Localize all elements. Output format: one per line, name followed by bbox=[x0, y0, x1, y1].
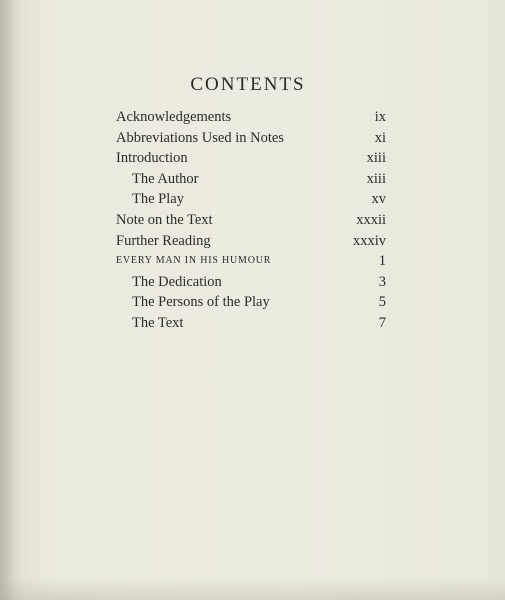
toc-entry-page: xv bbox=[371, 191, 386, 208]
toc-entry-label: Note on the Text bbox=[116, 211, 213, 228]
toc-entry-label: The Author bbox=[132, 170, 199, 187]
toc-entry-page: ix bbox=[374, 109, 386, 125]
page-bottom-shadow bbox=[0, 578, 505, 600]
toc-entry-label: The Play bbox=[132, 191, 184, 208]
toc-entry-page: 1 bbox=[378, 253, 386, 270]
toc-entry-label: Further Reading bbox=[116, 232, 211, 249]
toc-entry-label: EVERY MAN IN HIS HUMOUR bbox=[116, 255, 272, 267]
toc-entry-label: The Text bbox=[132, 314, 184, 331]
toc-entry-label: The Persons of the Play bbox=[132, 294, 270, 311]
toc-entry-label: Acknowledgements bbox=[116, 109, 232, 125]
toc-entry-the-play bbox=[116, 189, 386, 210]
toc-entry-page: 7 bbox=[378, 314, 386, 331]
table-of-contents bbox=[116, 107, 386, 334]
toc-entry-the-author bbox=[116, 169, 386, 190]
toc-entry-page: xxxii bbox=[356, 211, 386, 228]
contents-heading: CONTENTS bbox=[190, 74, 306, 95]
toc-entry-label: The Dedication bbox=[132, 273, 222, 290]
toc-entry-label: Abbreviations Used in Notes bbox=[116, 129, 284, 146]
toc-entry-the-text bbox=[116, 313, 386, 334]
toc-entry-page: 3 bbox=[378, 273, 386, 290]
toc-entry-acknowledgements bbox=[116, 107, 386, 128]
toc-entry-label: Introduction bbox=[116, 150, 188, 167]
toc-entry-dedication bbox=[116, 272, 386, 293]
toc-entry-introduction bbox=[116, 148, 386, 169]
toc-entry-persons-of-play bbox=[116, 292, 386, 313]
toc-entry-abbreviations bbox=[116, 128, 386, 149]
toc-entry-page: xxxiv bbox=[352, 232, 386, 249]
toc-entry-play-title bbox=[116, 251, 386, 272]
toc-entry-page: 5 bbox=[378, 294, 386, 311]
toc-entry-page: xi bbox=[374, 129, 386, 146]
toc-entry-further-reading bbox=[116, 231, 386, 252]
toc-entry-note-on-text bbox=[116, 210, 386, 231]
toc-entry-page: xiii bbox=[366, 170, 386, 187]
toc-entry-page: xiii bbox=[366, 150, 386, 167]
